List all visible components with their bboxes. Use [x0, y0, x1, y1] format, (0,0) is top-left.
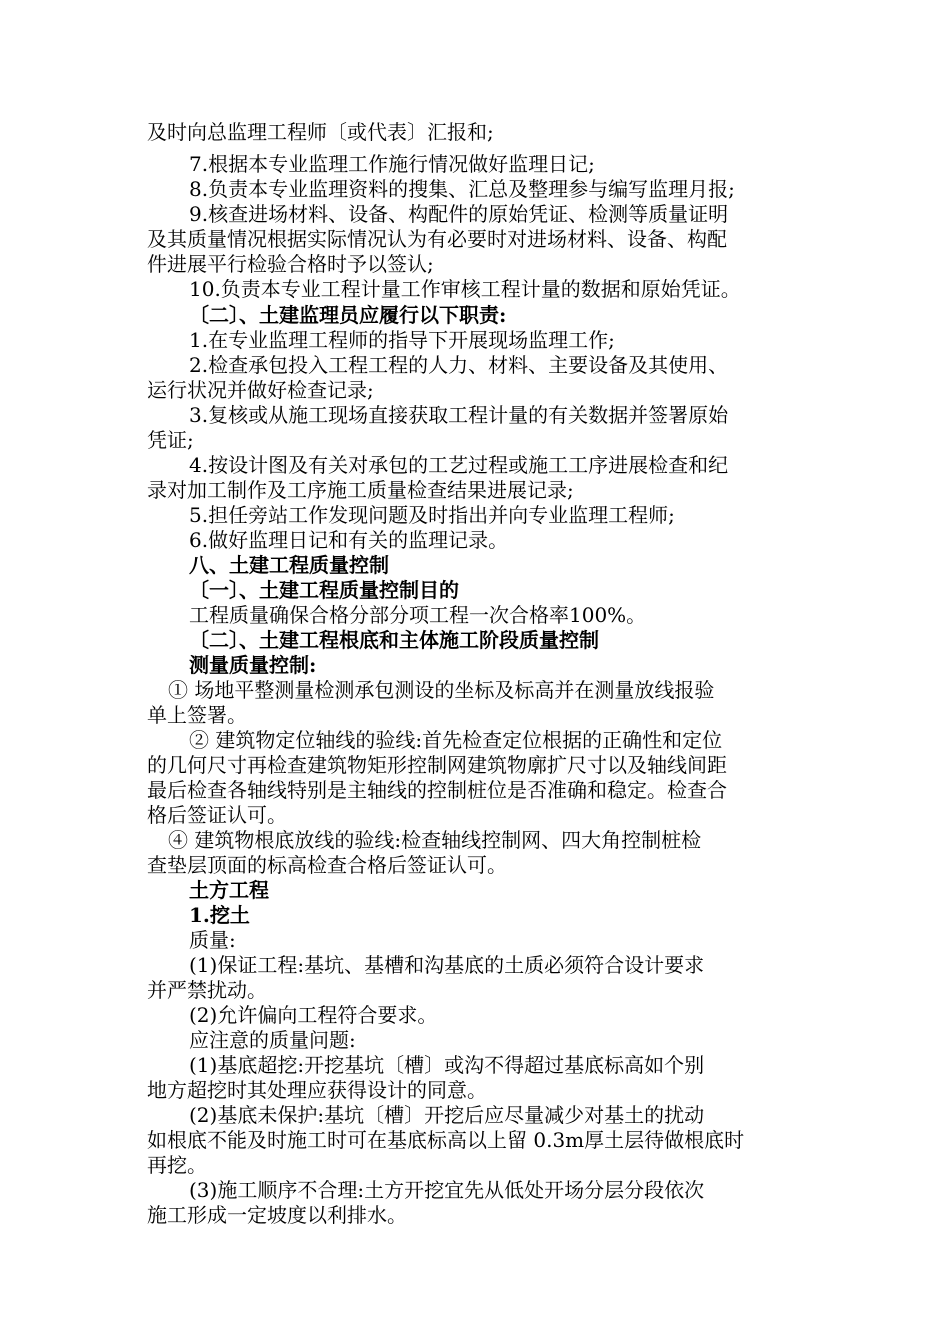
list-item-10: 10.负责本专业工程计量工作审核工程计量的数据和原始凭证。 — [189, 277, 741, 301]
paragraph-line: 格后签证认可。 — [147, 803, 287, 827]
list-item-2: 2.检查承包投入工程工程的人力、材料、主要设备及其使用、 — [189, 353, 729, 377]
list-item-1: 1.在专业监理工程师的指导下开展现场监理工作; — [189, 328, 615, 352]
paragraph-line: 工程质量确保合格分部分项工程一次合格率100%。 — [189, 603, 647, 627]
subsection-heading: 土方工程 — [189, 878, 269, 902]
paragraph-line: 地方超挖时其处理应获得设计的同意。 — [147, 1078, 487, 1102]
list-item-8: 8.负责本专业监理资料的搜集、汇总及整理参与编写监理月报; — [189, 177, 735, 201]
list-item-4: 4.按设计图及有关对承包的工艺过程或施工工序进展检查和纪 — [189, 453, 729, 477]
list-item-5: 5.担任旁站工作发现问题及时指出并向专业监理工程师; — [189, 503, 675, 527]
paragraph-line: 并严禁扰动。 — [147, 978, 267, 1002]
subsection-heading: 测量质量控制: — [189, 653, 317, 677]
subsection-heading: 1.挖土 — [189, 903, 250, 927]
paragraph-line: 及时向总监理工程师〔或代表〕汇报和; — [147, 120, 494, 144]
list-item-circled-1: ① 场地平整测量检测承包测设的坐标及标高并在测量放线报验 — [168, 678, 715, 702]
list-item-paren-1: (1)保证工程:基坑、基槽和沟基底的土质必须符合设计要求 — [189, 953, 705, 977]
list-item-circled-4: ④ 建筑物根底放线的验线:检查轴线控制网、四大角控制桩检 — [168, 828, 702, 852]
paragraph-line: 单上签署。 — [147, 703, 247, 727]
paragraph-line: 再挖。 — [147, 1153, 207, 1177]
paragraph-line: 运行状况并做好检查记录; — [147, 378, 374, 402]
list-item-paren-2: (2)允许偏向工程符合要求。 — [189, 1003, 438, 1027]
paragraph-line: 如根底不能及时施工时可在基底标高以上留 0.3m厚土层待做根底时 — [147, 1128, 745, 1152]
list-item-9: 9.核查进场材料、设备、构配件的原始凭证、检测等质量证明 — [189, 202, 729, 226]
list-item-7: 7.根据本专业监理工作施行情况做好监理日记; — [189, 152, 595, 176]
paragraph-line: 施工形成一定坡度以利排水。 — [147, 1203, 407, 1227]
list-item-paren-3: (3)施工顺序不合理:土方开挖宜先从低处开场分层分段依次 — [189, 1178, 705, 1202]
paragraph-line: 及其质量情况根据实际情况认为有必要时对进场材料、设备、构配 — [147, 227, 727, 251]
list-item-circled-2: ② 建筑物定位轴线的验线:首先检查定位根据的正确性和定位 — [189, 728, 723, 752]
chapter-heading: 八、土建工程质量控制 — [189, 553, 389, 577]
paragraph-line: 最后检查各轴线特别是主轴线的控制桩位是否准确和稳定。检查合 — [147, 778, 727, 802]
paragraph-line: 件进展平行检验合格时予以签认; — [147, 252, 434, 276]
list-item-paren-2: (2)基底未保护:基坑〔槽〕开挖后应尽量减少对基土的扰动 — [189, 1103, 705, 1127]
section-heading: 〔二〕、土建工程根底和主体施工阶段质量控制 — [189, 628, 599, 652]
paragraph-line: 应注意的质量问题: — [189, 1028, 356, 1052]
section-heading: 〔二〕、土建监理员应履行以下职责: — [189, 303, 507, 327]
list-item-paren-1: (1)基底超挖:开挖基坑〔槽〕或沟不得超过基底标高如个别 — [189, 1053, 705, 1077]
section-heading: 〔一〕、土建工程质量控制目的 — [189, 578, 459, 602]
paragraph-line: 录对加工制作及工序施工质量检查结果进展记录; — [147, 478, 574, 502]
paragraph-line: 查垫层顶面的标高检查合格后签证认可。 — [147, 853, 507, 877]
paragraph-line: 质量: — [189, 928, 236, 952]
paragraph-line: 凭证; — [147, 428, 194, 452]
paragraph-line: 的几何尺寸再检查建筑物矩形控制网建筑物廓扩尺寸以及轴线间距 — [147, 753, 727, 777]
list-item-6: 6.做好监理日记和有关的监理记录。 — [189, 528, 509, 552]
list-item-3: 3.复核或从施工现场直接获取工程计量的有关数据并签署原始 — [189, 403, 729, 427]
